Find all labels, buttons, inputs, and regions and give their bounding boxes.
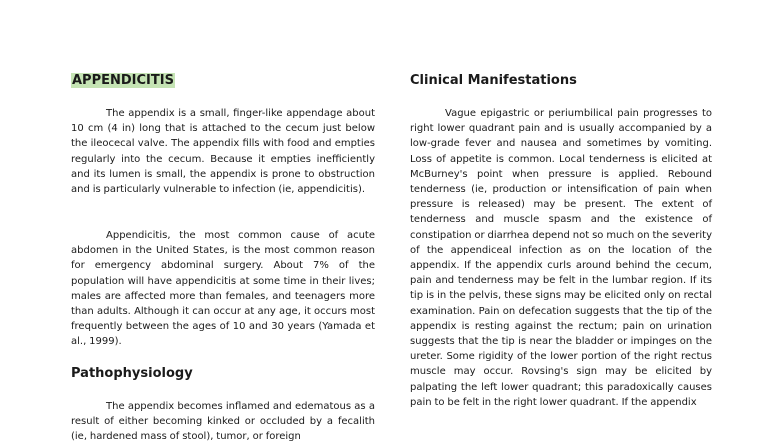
- title-highlight: APPENDICITIS: [72, 73, 174, 88]
- clinical-manifestations-paragraph: Vague epigastric or periumbilical pain progresses to right lower quadrant pain and is usually accompanied by a low-grade fever and nausea and sometimes by vomiting. Loss of appetite is common. Local tenderness is elicited at McBurney's point when pressure is applied. Rebound tenderness (ie, production or intensification of pain when pressure is released) may be present. The extent of tenderness and muscle spasm and the existence of constipation or diarrhea depend not so much on the severity of the appendiceal infection as on the location of the appendix. If the appendix curls around behind the cecum, pain and tenderness may be felt in the lumbar region. If its tip is in the pelvis, these signs may be elicited only on rectal examination. Pain on defecation suggests that the tip of the appendix is resting against the rectum; pain on urination suggests that the tip is near the bladder or impinges on the ureter. Some rigidity of the lower portion of the right rectus muscle may occur. Rovsing's sign may be elicited by palpating the left lower quadrant; this paradoxically causes pain to be felt in the right lower quadrant. If the appendix: [410, 108, 712, 408]
- document-title: [71, 72, 175, 89]
- section-heading-clinical-manifestations: Clinical Manifestations: [410, 73, 577, 88]
- epidemiology-paragraph: Appendicitis, the most common cause of acute abdomen in the United States, is the most common reason for emergency abdominal surgery. About 7% of the population will have appendicitis at some time in their lives; males are affected more than females, and teenagers more than adults. Although it can occur at any age, it occurs most frequently between the ages of 10 and 30 years (Yamada et al., 1999).: [71, 230, 375, 348]
- section-heading-pathophysiology: Pathophysiology: [71, 366, 193, 381]
- pathophysiology-paragraph: The appendix becomes inflamed and edematous as a result of either becoming kinked or occluded by a fecalith (ie, hardened mass of stool), tumor, or foreign: [71, 401, 375, 443]
- intro-paragraph: The appendix is a small, finger-like appendage about 10 cm (4 in) long that is attached to the cecum just below the ileocecal valve. The appendix fills with food and empties regularly into the cecum. Because it empties inefficiently and its lumen is small, the appendix is prone to obstruction and is particularly vulnerable to infection (ie, appendicitis).: [71, 108, 375, 196]
